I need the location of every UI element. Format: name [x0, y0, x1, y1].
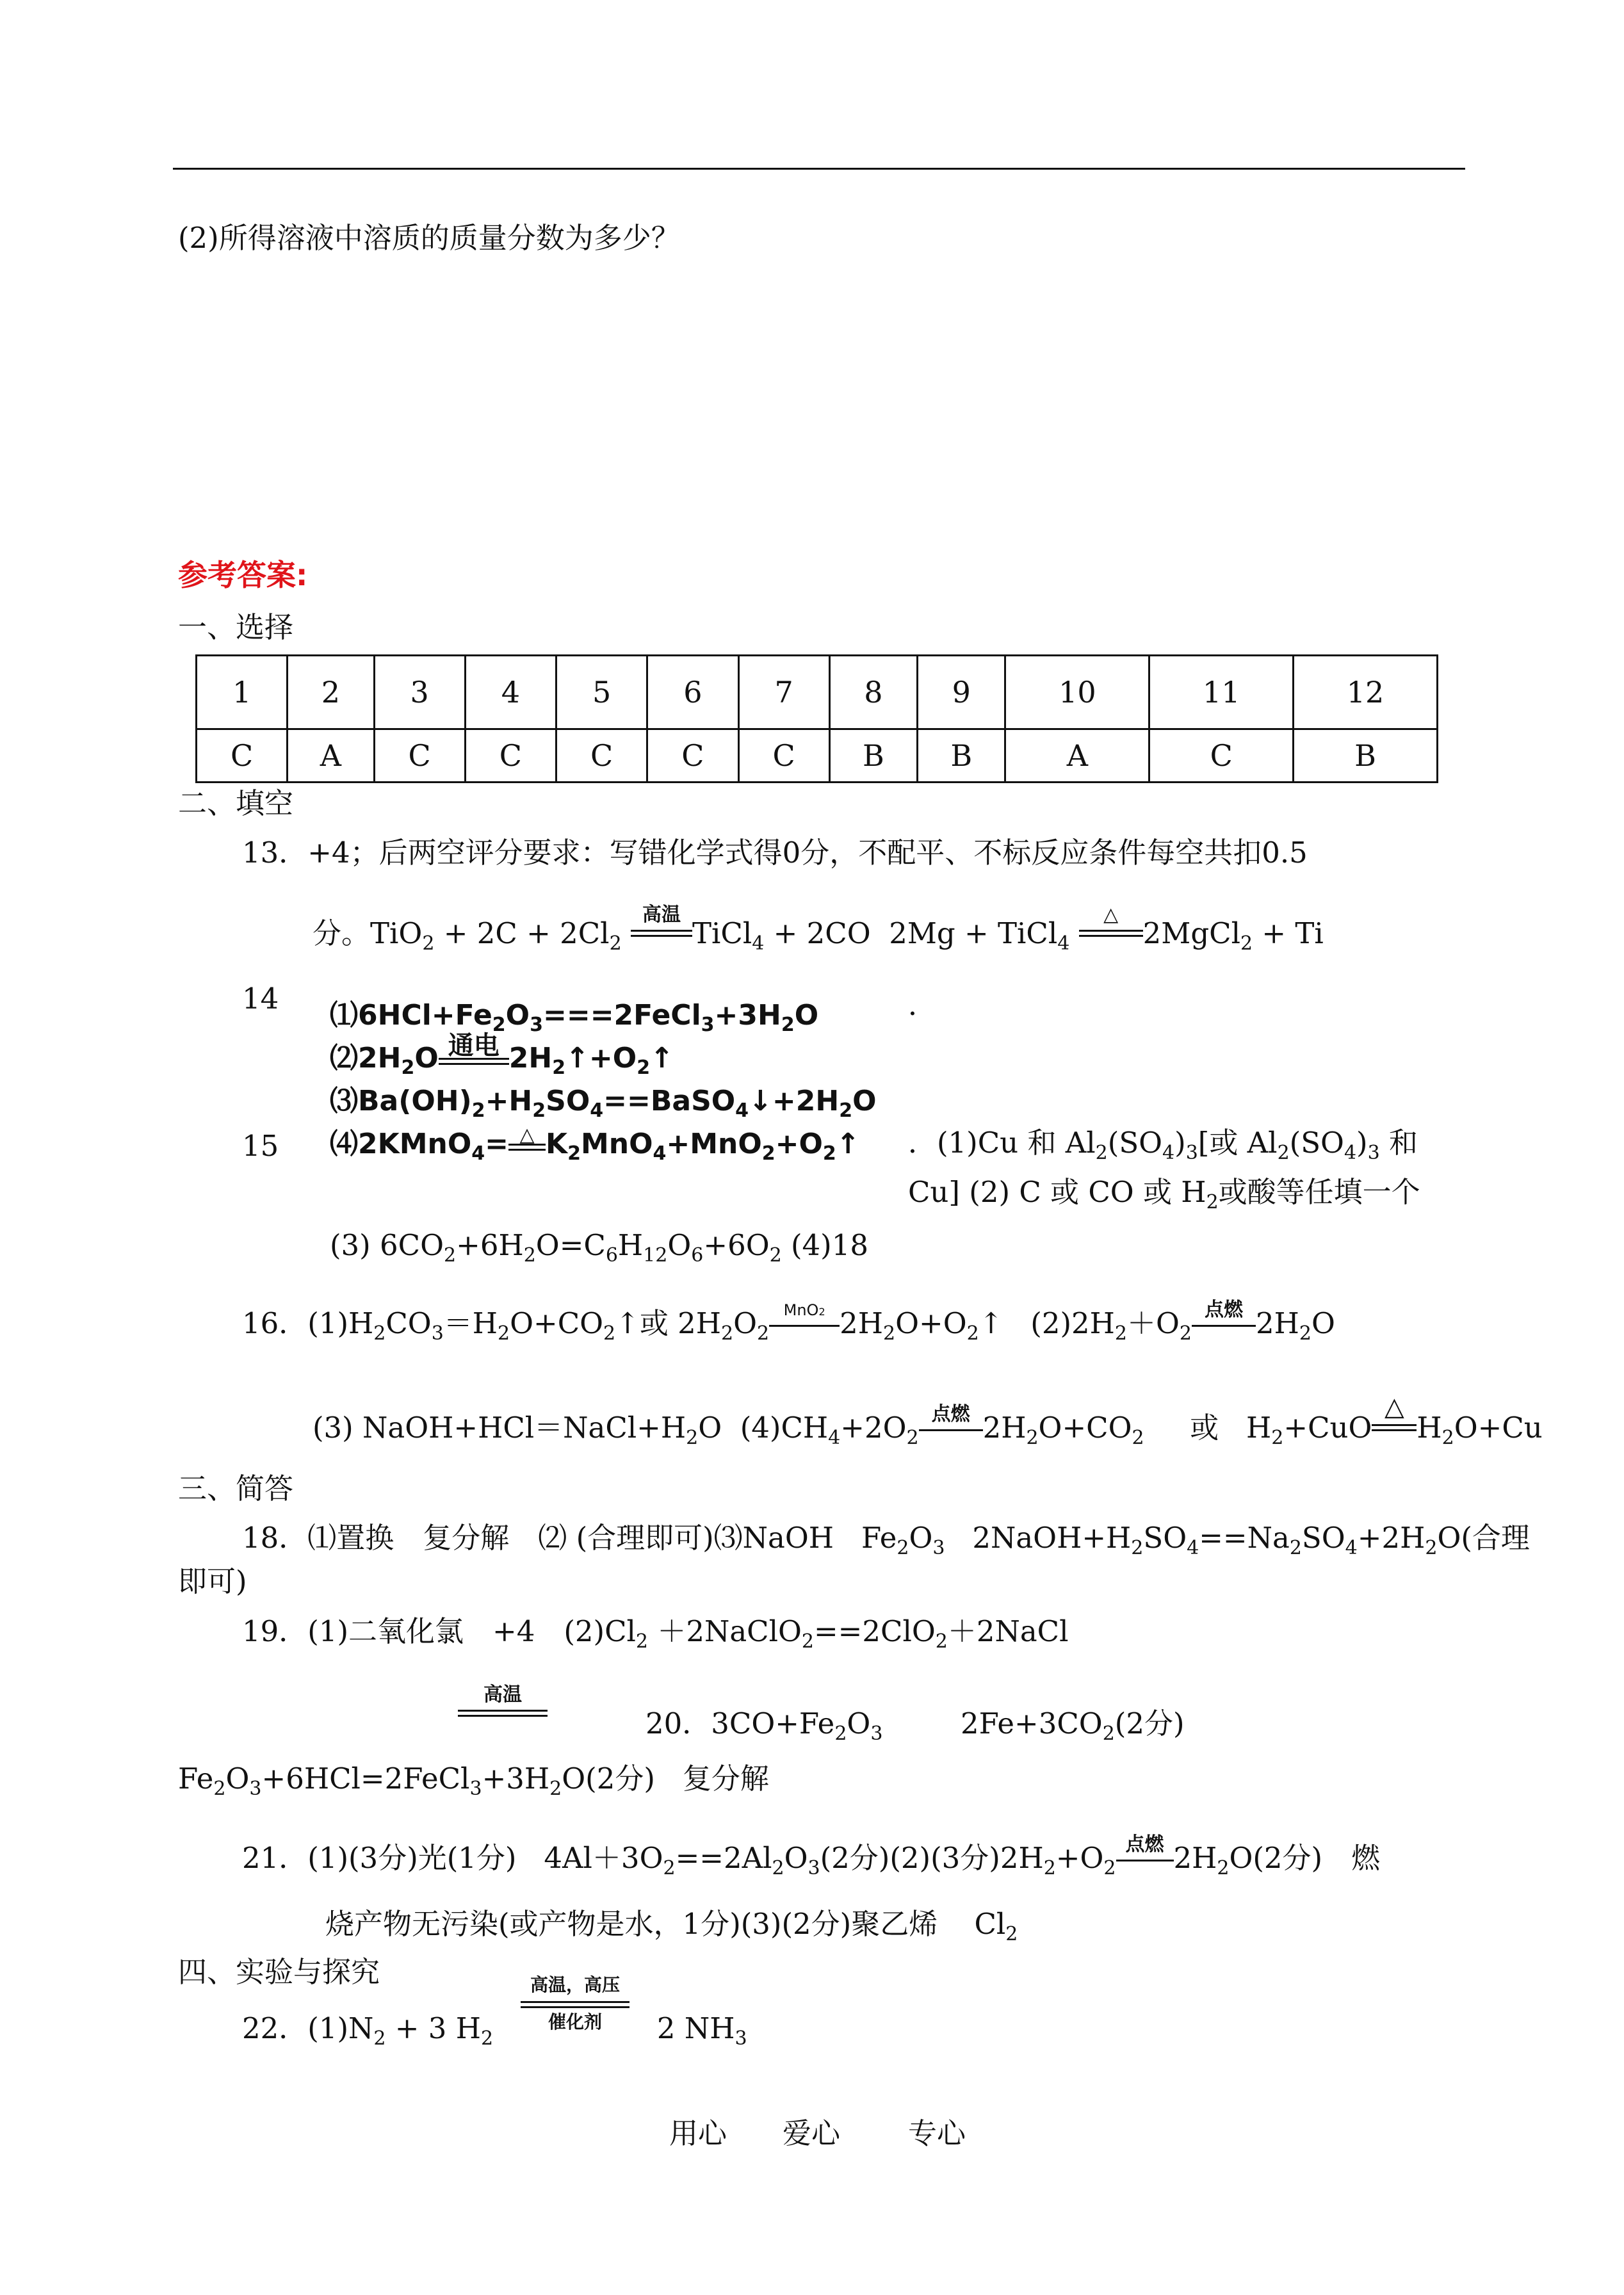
q20-type: 复分解	[682, 1762, 769, 1796]
q18-paren: (合理	[1461, 1521, 1530, 1555]
reaction-condition: 点燃	[919, 1407, 983, 1438]
q21-line2: 烧产物无污染(或产物是水，1分)(3)(2分)聚乙烯 $Cl_2$	[325, 1907, 1018, 1945]
q13-prefix: 分。	[313, 916, 371, 950]
table-cell: 2	[288, 656, 374, 729]
q21-part-c: (2分) 燃	[1253, 1841, 1381, 1875]
q20-number: 20．	[646, 1707, 711, 1740]
reaction-condition: 点燃	[1116, 1838, 1174, 1868]
q21-part-a: 21．(1)(3分)光(1分)	[242, 1841, 517, 1875]
answer-heading: 参考答案:	[178, 558, 308, 592]
reaction-condition: 高温	[458, 1688, 548, 1723]
q15-line2: Cu] (2) C 或 CO 或 $H_2$或酸等任填一个	[908, 1175, 1420, 1213]
table-cell: 9	[918, 656, 1005, 729]
q14-equation-2: $⑵2H_2O$ 通电 $2H_2↑+O_2↑$	[330, 1031, 674, 1079]
q15-line1: ．(1)Cu 和 $Al_2(SO_4)_3$[或 $Al_2(SO_4)_3$ 和	[908, 1126, 1418, 1164]
reaction-condition: 点燃	[1192, 1303, 1256, 1333]
q16-line1: 16．$(1)H_2CO_3=H_2O+CO_2↑$或 $2H_2O_2$ MnO2 $2H_2O+O_2↑$ $(2)2H_2+O_2$ 点燃 $2H_2O$	[242, 1299, 1335, 1345]
q15-line3: (3) $6CO_2+6H_2O=C_6H_{12}O_6+6O_2$ (4)18	[330, 1228, 869, 1267]
table-cell: C	[647, 729, 738, 783]
q19: 19．(1)二氧化氯 +4 $(2)Cl_2$ ＋2NaClO$_2$==2ClO$_2$＋2NaCl	[242, 1614, 1069, 1653]
q15-number: 15	[242, 1129, 279, 1163]
q22: 22．$(1)N_2 + 3$ $H_2$ 高温，高压 催化剂 2 $NH_3$	[242, 1974, 747, 2050]
table-cell: 5	[556, 656, 647, 729]
q19-text: 19．(1)二氧化氯 +4 (2)	[242, 1614, 605, 1648]
q13-line2: 分。$TiO_2 + 2C + 2Cl_2$ 高温 TiCl$_4$ + 2CO 2Mg + TiCl$_4$ △ 2MgCl$_2$ + Ti	[313, 904, 1324, 955]
table-row-answers	[197, 729, 1438, 783]
table-cell: C	[1149, 729, 1294, 783]
q14-equation-4: ⑷2KMnO$_4$= △ $K_2MnO_4+MnO_2+O_2↑$	[330, 1124, 860, 1165]
reaction-condition: 通电	[439, 1058, 509, 1065]
table-cell: C	[738, 729, 829, 783]
table-cell: C	[197, 729, 288, 783]
q15-text-a: ．(1)Cu 和	[908, 1126, 1057, 1160]
q22-number: 22．(1)	[242, 2011, 349, 2045]
q18-line1: 18．⑴置换 复分解 ⑵ (合理即可)⑶NaOH $Fe_2O_3$ $2NaOH+H_2SO_4==Na_2SO_4+2H_2O$(合理	[242, 1521, 1530, 1559]
section-experiment: 四、实验与探究	[178, 1955, 380, 1989]
q18-text: 18．⑴置换 复分解 ⑵ (合理即可)⑶NaOH	[242, 1521, 834, 1555]
table-cell: 11	[1149, 656, 1294, 729]
q16-line2: (3) $NaOH+HCl=NaCl+H_2O$ $(4)CH_4+2O_2$ 点燃 $2H_2O+CO_2$ 或 $H_2+CuO$ △ $H_2O+Cu$	[313, 1392, 1543, 1449]
table-cell: C	[556, 729, 647, 783]
header-rule	[173, 168, 1465, 170]
q21-part-b: (2分)(2)(3分)	[820, 1841, 1000, 1875]
table-cell: A	[288, 729, 374, 783]
q20-score: (2分)	[585, 1762, 655, 1796]
q20-score: (2分)	[1114, 1707, 1185, 1740]
footer-text-3: 专心	[908, 2116, 966, 2150]
q20-left: 20．$3CO+Fe_2O_3$	[646, 1707, 883, 1745]
q16-or: 或	[1190, 1411, 1219, 1445]
answer-table	[195, 654, 1438, 783]
q20-right: $2Fe+3CO_2(2$分)	[961, 1707, 1185, 1745]
q15-text-c: (4)18	[791, 1228, 869, 1262]
q20-line2: $Fe_2O_3+6HCl=2FeCl_3+3H_2O(2$分) 复分解	[178, 1762, 769, 1800]
table-cell: B	[829, 729, 917, 783]
table-cell: 4	[465, 656, 556, 729]
table-cell: C	[374, 729, 465, 783]
reaction-condition: MnO2	[769, 1303, 840, 1333]
table-cell: 1	[197, 656, 288, 729]
q21-text: 烧产物无污染(或产物是水，1分)(3)(2分)聚乙烯	[325, 1907, 938, 1941]
table-cell: 3	[374, 656, 465, 729]
table-cell: 7	[738, 656, 829, 729]
reaction-condition: △	[508, 1144, 546, 1151]
table-row-numbers	[197, 656, 1438, 729]
question-2: (2)所得溶液中溶质的质量分数为多少？	[178, 221, 680, 255]
q14-dot: ．	[908, 988, 938, 1022]
footer-text-1: 用心	[669, 2116, 727, 2150]
q13-line1: 13．+4；后两空评分要求：写错化学式得0分，不配平、不标反应条件每空共扣0.5	[242, 836, 1308, 870]
table-cell: A	[1005, 729, 1149, 783]
q14-equation-3: $⑶Ba(OH)_2+H_2SO_4==BaSO_4↓+2H_2O$	[330, 1085, 877, 1122]
q14-equation-1: $⑴6HCl+Fe_2O_3===2FeCl_3+3H_2O$	[330, 999, 819, 1036]
table-cell: B	[918, 729, 1005, 783]
q16-number: 16．	[242, 1306, 308, 1340]
table-cell: 10	[1005, 656, 1149, 729]
table-cell: 6	[647, 656, 738, 729]
reaction-condition: 高温，高压 催化剂	[521, 2007, 629, 2033]
footer-text-2: 爱心	[783, 2116, 841, 2150]
reaction-condition: △	[1079, 908, 1143, 943]
reaction-condition: △	[1372, 1402, 1417, 1438]
section-fill: 二、填空	[178, 786, 294, 820]
q21-line1: 21．(1)(3分)光(1分) $4Al+3O_2==2Al_2O_3(2$分)(2)(3分)$2H_2+O_2$ 点燃 $2H_2O(2$分) 燃	[242, 1833, 1381, 1879]
q18-line2: 即可)	[178, 1564, 247, 1598]
q14-number: 14	[242, 982, 279, 1016]
q15-text-b: Cu] (2) C 或 CO 或	[908, 1175, 1172, 1209]
table-cell: B	[1294, 729, 1438, 783]
q15-text-b2: 或酸等任填一个	[1218, 1175, 1420, 1209]
section-choice: 一、选择	[178, 610, 294, 644]
table-cell: 12	[1294, 656, 1438, 729]
section-short-answer: 三、简答	[178, 1472, 294, 1505]
q20-condition	[458, 1683, 548, 1726]
table-cell: 8	[829, 656, 917, 729]
table-cell: C	[465, 729, 556, 783]
reaction-condition: 高温	[631, 908, 692, 943]
